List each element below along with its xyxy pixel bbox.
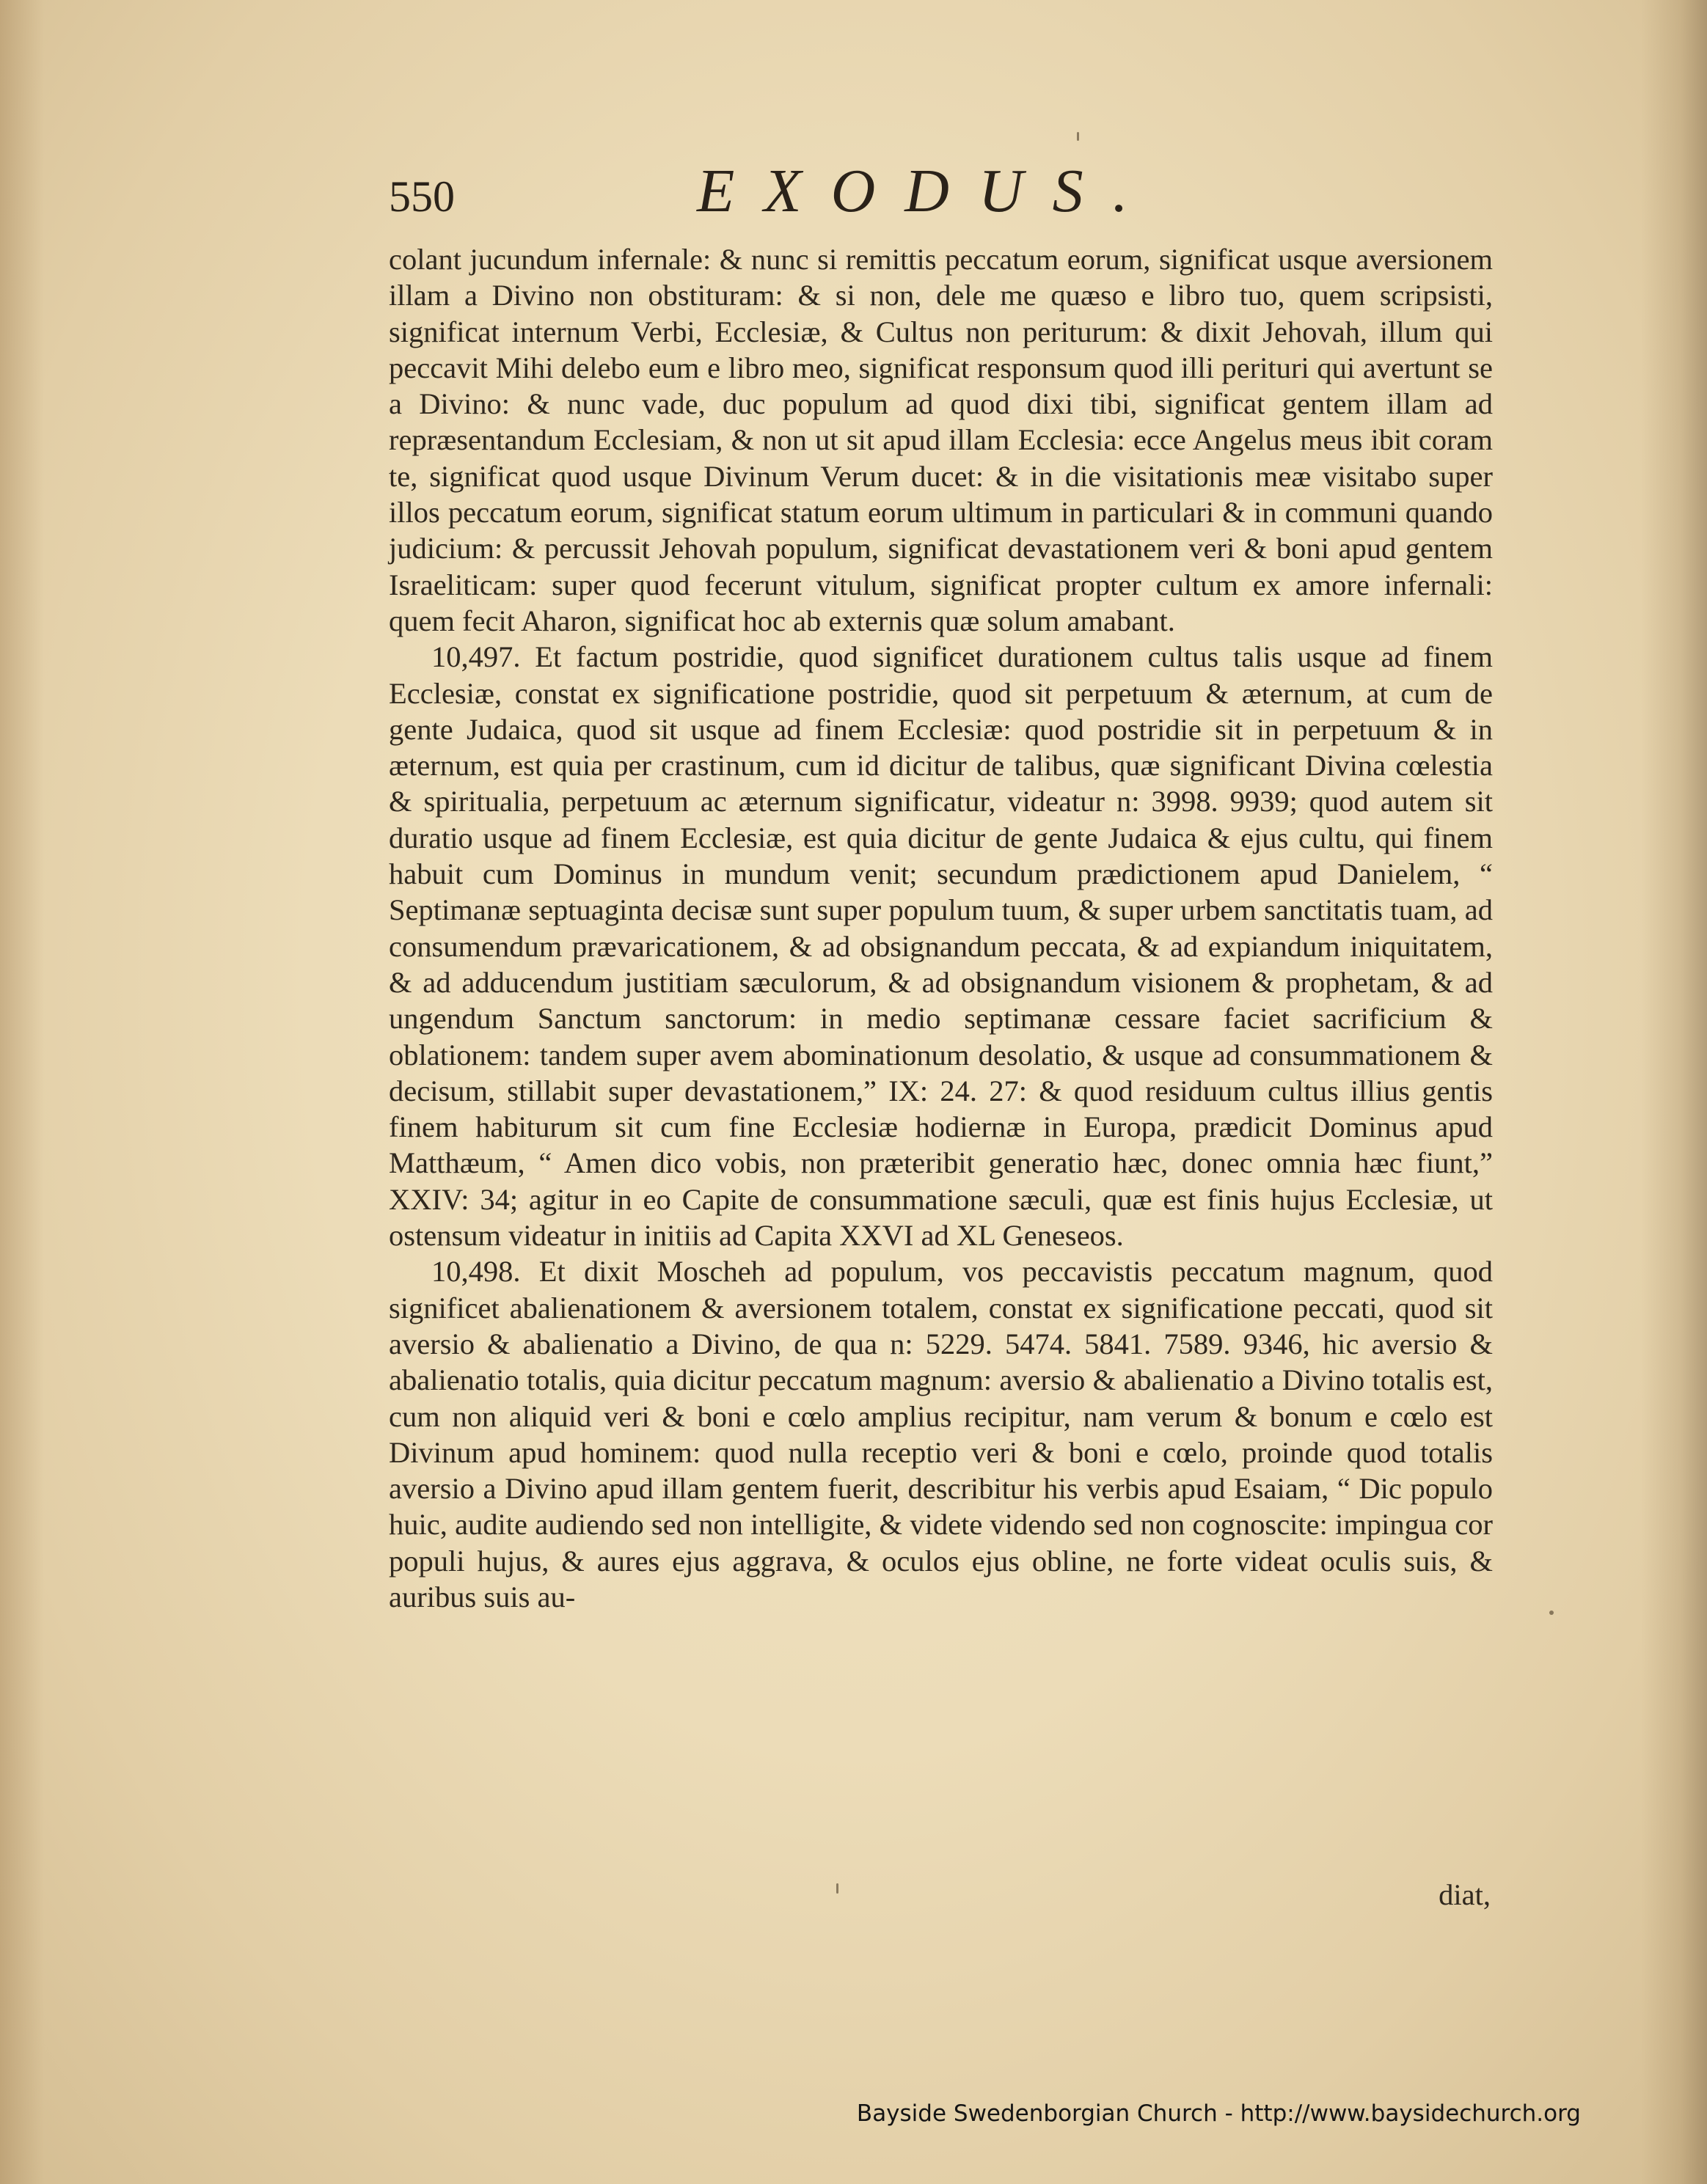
footer-credit: Bayside Swedenborgian Church - http://www.baysidechurch.org [856, 2100, 1581, 2127]
ink-speck [836, 1883, 838, 1894]
page-number: 550 [389, 172, 455, 221]
ink-speck [1549, 1610, 1554, 1615]
ink-speck [1077, 132, 1079, 141]
catchword: diat, [1439, 1878, 1491, 1911]
spine-shadow [1641, 0, 1707, 2184]
running-title: EXODUS. [697, 157, 1158, 225]
page-header [389, 155, 1496, 229]
paragraph-10498: 10,498. Et dixit Moscheh ad populum, vos peccavistis peccatum magnum, quod significet abalienationem & aversionem totalem, constat ex significatione peccati, quod sit aversio & abalienatio a Divino, de qua n: 5229. 5474. 5841. 7589. 9346, hic aversio & abalienatio totalis, quia dicitur peccatum magnum: aversio & abalienatio a Divino totalis est, cum non aliquid veri & boni e cœlo amplius recipitur, nam verum & bonum e cœlo est Divinum apud hominem: quod nulla receptio veri & boni e cœlo, proinde quod totalis aversio a Divino apud illam gentem fuerit, describitur his verbis apud Esaiam, “ Dic populo huic, audite audiendo sed non intelligite, & videte videndo sed non cognoscite: impingua cor populi hujus, & aures ejus aggrava, & oculos ejus obline, ne forte videat oculis suis, & auribus suis au- [389, 1255, 1493, 1613]
body-text [389, 241, 1493, 1615]
paragraph-continuation: colant jucundum infernale: & nunc si remittis peccatum eorum, significat usque aversionem illam a Divino non obstituram: & si non, dele me quæso e libro tuo, quem scripsisti, significat internum Verbi, Ecclesiæ, & Cultus non periturum: & dixit Jehovah, illum qui peccavit Mihi delebo eum e libro meo, significat responsum quod illi perituri qui avertunt se a Divino: & nunc vade, duc populum ad quod dixi tibi, significat gentem illam ad repræsentandum Ecclesiam, & non ut sit apud illam Ecclesia: ecce Angelus meus ibit coram te, significat quod usque Divinum Verum ducet: & in die visitationis meæ visitabo super illos peccatum eorum, significat statum eorum ultimum in particulari & in communi quando judicium: & percussit Jehovah populum, significat devastationem veri & boni apud gentem Israeliticam: super quod fecerunt vitulum, significat propter cultum ex amore infernali: quem fecit Aharon, significat hoc ab externis quæ solum amabant. [389, 243, 1493, 637]
paragraph-10497: 10,497. Et factum postridie, quod significet durationem cultus talis usque ad finem Ecclesiæ, constat ex significatione postridie, quod sit perpetuum & æternum, at cum de gente Judaica, quod sit usque ad finem Ecclesiæ: quod postridie sit in perpetuum & in æternum, est quia per crastinum, cum id dicitur de talibus, quæ significant Divina cœlestia & spiritualia, perpetuum ac æternum significatur, videatur n: 3998. 9939; quod autem sit duratio usque ad finem Ecclesiæ, est quia dicitur de gente Judaica & ejus cultu, qui finem habuit cum Dominus in mundum venit; secundum prædictionem apud Danielem, “ Septimanæ septuaginta decisæ sunt super populum tuum, & super urbem sanctitatis tuam, ad consumendum prævaricationem, & ad obsignandum peccata, & ad expiandum iniquitatem, & ad adducendum justitiam sæculorum, & ad obsignandum visionem & prophetam, & ad ungendum Sanctum sanctorum: in medio septimanæ cessare faciet sacrificium & oblationem: tandem super avem abominationum desolatio, & usque ad consummationem & decisum, stillabit super devastationem,” IX: 24. 27: & quod residuum cultus illius gentis finem habiturum sit cum fine Ecclesiæ hodiernæ in Europa, prædicit Dominus apud Matthæum, “ Amen dico vobis, non præteribit generatio hæc, donec omnia hæc fiunt,” XXIV: 34; agitur in eo Capite de consummatione sæculi, quæ est finis hujus Ecclesiæ, ut ostensum videatur in initiis ad Capita XXVI ad XL Geneseos. [389, 640, 1493, 1253]
page-edge-shading [0, 0, 44, 2184]
